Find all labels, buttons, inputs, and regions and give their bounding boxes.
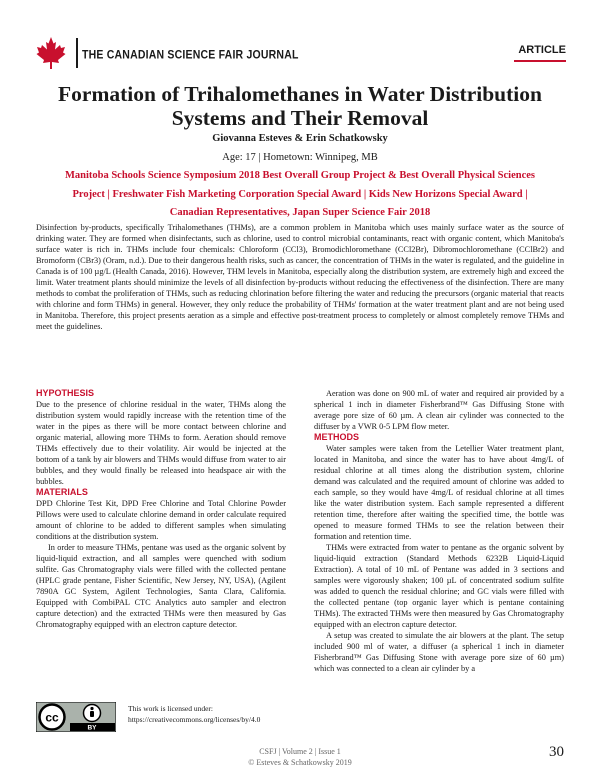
right-column	[314, 388, 564, 674]
license-block	[36, 702, 306, 732]
award-line: Project | Freshwater Fish Marketing Corporation Special Award | Kids New Horizons Special Award |	[72, 188, 528, 200]
materials-paragraph: In order to measure THMs, pentane was used as the organic solvent by liquid-liquid extraction, and all samples were quenched with sodium sulfite. Gas Chromatography vials were filled with the collected pentane (HPLC grade pentane, Fisher Scientific, New Jersey, NY, USA), (Agilent 7890A GC System, Agilent Technologies, Santa Clara, California. Equipped with CombiPAL CTC Analytics auto sampler and electron capture detection) and the extracted THMs were then measured by Gas Chromatography equipped with an electron capture detector.	[36, 543, 286, 629]
materials-heading: MATERIALS	[36, 487, 88, 497]
materials-paragraph: DPD Chlorine Test Kit, DPD Free Chlorine and Total Chlorine Powder Pillows were used to calculate chlorine demand in order calculate required amount of chlorine to be added to different samples when simulating conditions at the distribution system.	[36, 499, 286, 541]
cc-badge-text: cc	[45, 710, 59, 725]
hypothesis-text: Due to the presence of chlorine residual in the water, THMs along the distribution system would rapidly increase with the retention time of the water in the pipes as there will be more contact between chlorine and organic material, allowing more THMs to form. Aeration should remove THMs effectively due to their volatility. Air would be injected at the bottom of a tank by air blowers and THMs would diffuse from water to air bubbles, and they would finally be released into headspace air with the bubbles.	[36, 400, 286, 486]
section-rule	[514, 60, 566, 62]
journal-header	[36, 36, 566, 72]
header-divider	[76, 38, 78, 68]
award-line: Canadian Representatives, Japan Super Science Fair 2018	[169, 207, 431, 218]
article-title: Formation of Trihalomethanes in Water Distribution Systems and Their Removal	[58, 82, 542, 130]
footer-copyright: © Esteves & Schatkowsky 2019	[248, 758, 352, 767]
footer-issue: CSFJ | Volume 2 | Issue 1	[259, 747, 341, 756]
cc-by-badge-icon	[36, 702, 116, 732]
abstract: Disinfection by-products, specifically Trihalomethanes (THMs), are a common problem in Manitoba which uses mainly surface water as the source of drinking water. They are formed when disinfectants, such as chlorine, used to control microbial contaminants, react with organic content, which Manitoba's surface water is rich in. THMs include four chemicals: Chloroform (CCl3), Bromodichloromethane (CCl2Br), Dibromochloromethane (CClBr2) and Bromoform (CBr3) (Oram, n.d.). Due to their dangerous health risks, such as cancer, the concentration of THMs in the water is regulated, and the guideline in Canada is of 100 µg/L (Health Canada, 2016). However, THM levels in Manitoba, especially along the distribution system, are extremely high and exceed the limit. Water treatment plants should minimize the levels of all disinfection by-products without reducing the effectiveness of the disinfection. There are many methods to combat the proliferation of THMs, such as reducing chlorination before filtering the water and reducing the precursors (organic material that reacts with chlorine and form THMs) in general. However, they only reduce the probability of THMs' formation at the water treatment plant and are not being used in Manitoba. Therefore, this project presents aeration as a simple and effective post-treatment process to completely or almost completely remove THMs and meet the guidelines.	[36, 223, 564, 331]
page-number: 30	[549, 744, 564, 760]
award-line: Manitoba Schools Science Symposium 2018 Best Overall Group Project & Best Overall Physical Sciences	[64, 170, 536, 181]
maple-leaf-icon	[36, 36, 66, 70]
methods-paragraph: THMs were extracted from water to pentane as the organic solvent by liquid-liquid extraction (Standard Methods 6232B Liquid-Liquid Extraction). A total of 10 mL of Pentane was added in 3 sections and samples were vigorously shaken; 100 µL of concentrated sodium sulfite was added to quench the residual chlorine; and GC vials were filled with the collected pentane (top organic layer which is pentane containing THMs). The extracted THMs were then measured by Gas Chromatography equipped with an electron capture detector.	[314, 543, 564, 629]
license-url[interactable]: https://creativecommons.org/licenses/by/4.0	[128, 715, 261, 724]
methods-paragraph: Water samples were taken from the Letellier Water treatment plant, located in Manitoba, and since the water has to have about 4mg/L of residual chlorine at all times along the distribution system, chlorine demand was calculated and the required amount of chlorine was added to each sample, so they would have 4mg/L of residual chlorine at all times like the water distribution system. Each sample represented a different retention time, therefore after waiting the specified time, the bottle was opened to measure formed THMs to see the relation between their formation and retention time.	[314, 444, 564, 541]
journal-name: THE CANADIAN SCIENCE FAIR JOURNAL	[82, 48, 299, 62]
author-meta: Age: 17 | Hometown: Winnipeg, MB	[222, 152, 378, 163]
section-label: ARTICLE	[518, 44, 566, 56]
hypothesis-heading: HYPOTHESIS	[36, 388, 95, 398]
by-badge-text: BY	[87, 724, 97, 732]
awards	[40, 167, 560, 223]
left-column	[36, 388, 286, 630]
page-footer	[0, 746, 600, 768]
license-line: This work is licensed under:	[128, 704, 213, 713]
license-text	[128, 703, 260, 725]
aeration-paragraph: Aeration was done on 900 mL of water and required air provided by a spherical 1 inch in diameter Fisherbrand™ Gas Diffusing Stone with average pore size of 60 µm. A clean air cylinder was connected to the diffuser by a VWR 0-5 LPM flow meter.	[314, 389, 564, 431]
authors: Giovanna Esteves & Erin Schatkowsky	[212, 133, 388, 144]
methods-heading: METHODS	[314, 432, 359, 442]
methods-paragraph: A setup was created to simulate the air blowers at the plant. The setup included 900 ml of water, a diffuser (a spherical 1 inch in diameter Fisherbrand™ Gas Diffusing Stone with average pore size of 60 µm) which was connected to a clean air cylinder by a	[314, 631, 564, 673]
